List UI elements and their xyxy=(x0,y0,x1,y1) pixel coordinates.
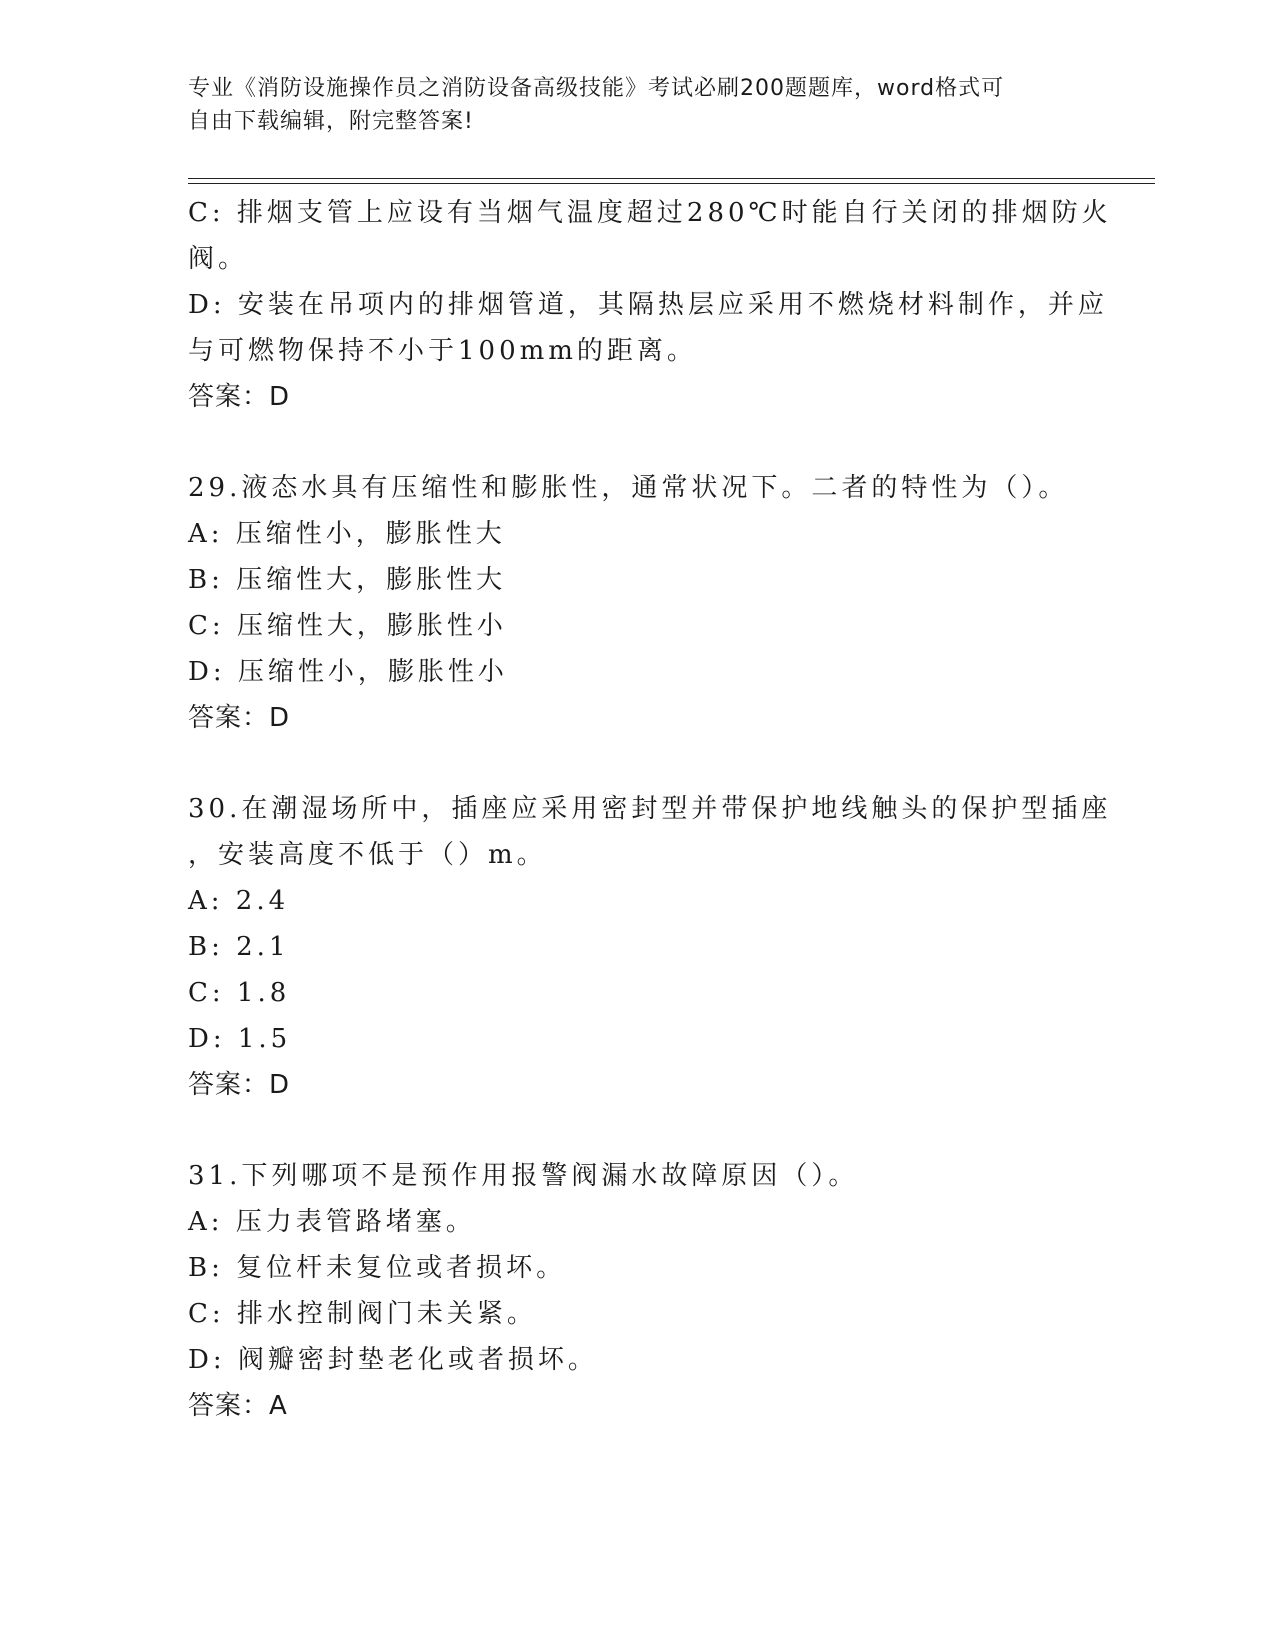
option-d: D: 1.5 xyxy=(188,1024,292,1054)
answer: 答案：A xyxy=(188,1391,288,1421)
header-rule-bottom xyxy=(188,183,1155,184)
question-31 xyxy=(188,1153,1088,1429)
question-stem-line-1: 30.在潮湿场所中，插座应采用密封型并带保护地线触头的保护型插座 xyxy=(188,794,1112,824)
answer: 答案：D xyxy=(188,382,291,412)
option-d: D: 阀瓣密封垫老化或者损坏。 xyxy=(188,1345,598,1375)
option-c: C: 压缩性大，膨胀性小 xyxy=(188,611,507,641)
option-a: A: 压缩性小，膨胀性大 xyxy=(188,519,506,549)
option-d-line-1: D: 安装在吊项内的排烟管道，其隔热层应采用不燃烧材料制作，并应 xyxy=(188,290,1108,320)
answer: 答案：D xyxy=(188,703,291,733)
question-28-tail xyxy=(188,190,1112,420)
document-header xyxy=(188,72,1068,138)
option-d-line-2: 与可燃物保持不小于100mm的距离。 xyxy=(188,336,697,366)
option-c: C: 1.8 xyxy=(188,978,291,1008)
question-stem: 29.液态水具有压缩性和膨胀性，通常状况下。二者的特性为（）。 xyxy=(188,473,1069,503)
header-line-1: 专业《消防设施操作员之消防设备高级技能》考试必刷200题题库，word格式可 xyxy=(188,76,1005,101)
question-29 xyxy=(188,465,1088,741)
question-list xyxy=(188,190,1112,1429)
question-stem: 31.下列哪项不是预作用报警阀漏水故障原因（）。 xyxy=(188,1161,859,1191)
option-a: A: 压力表管路堵塞。 xyxy=(188,1207,476,1237)
option-c: C: 排水控制阀门未关紧。 xyxy=(188,1299,537,1329)
option-b: B: 复位杆未复位或者损坏。 xyxy=(188,1253,567,1283)
option-b: B: 压缩性大，膨胀性大 xyxy=(188,565,507,595)
answer: 答案：D xyxy=(188,1070,291,1100)
question-stem-line-2: ，安装高度不低于（）m。 xyxy=(188,840,547,870)
option-d: D: 压缩性小，膨胀性小 xyxy=(188,657,508,687)
option-c-line-2: 阀。 xyxy=(188,244,249,274)
option-b: B: 2.1 xyxy=(188,932,290,962)
header-line-2: 自由下载编辑，附完整答案! xyxy=(188,109,474,134)
option-a: A: 2.4 xyxy=(188,886,290,916)
option-c-line-1: C: 排烟支管上应设有当烟气温度超过280℃时能自行关闭的排烟防火 xyxy=(188,198,1112,228)
question-30 xyxy=(188,786,1112,1108)
header-rule-top xyxy=(188,178,1155,179)
